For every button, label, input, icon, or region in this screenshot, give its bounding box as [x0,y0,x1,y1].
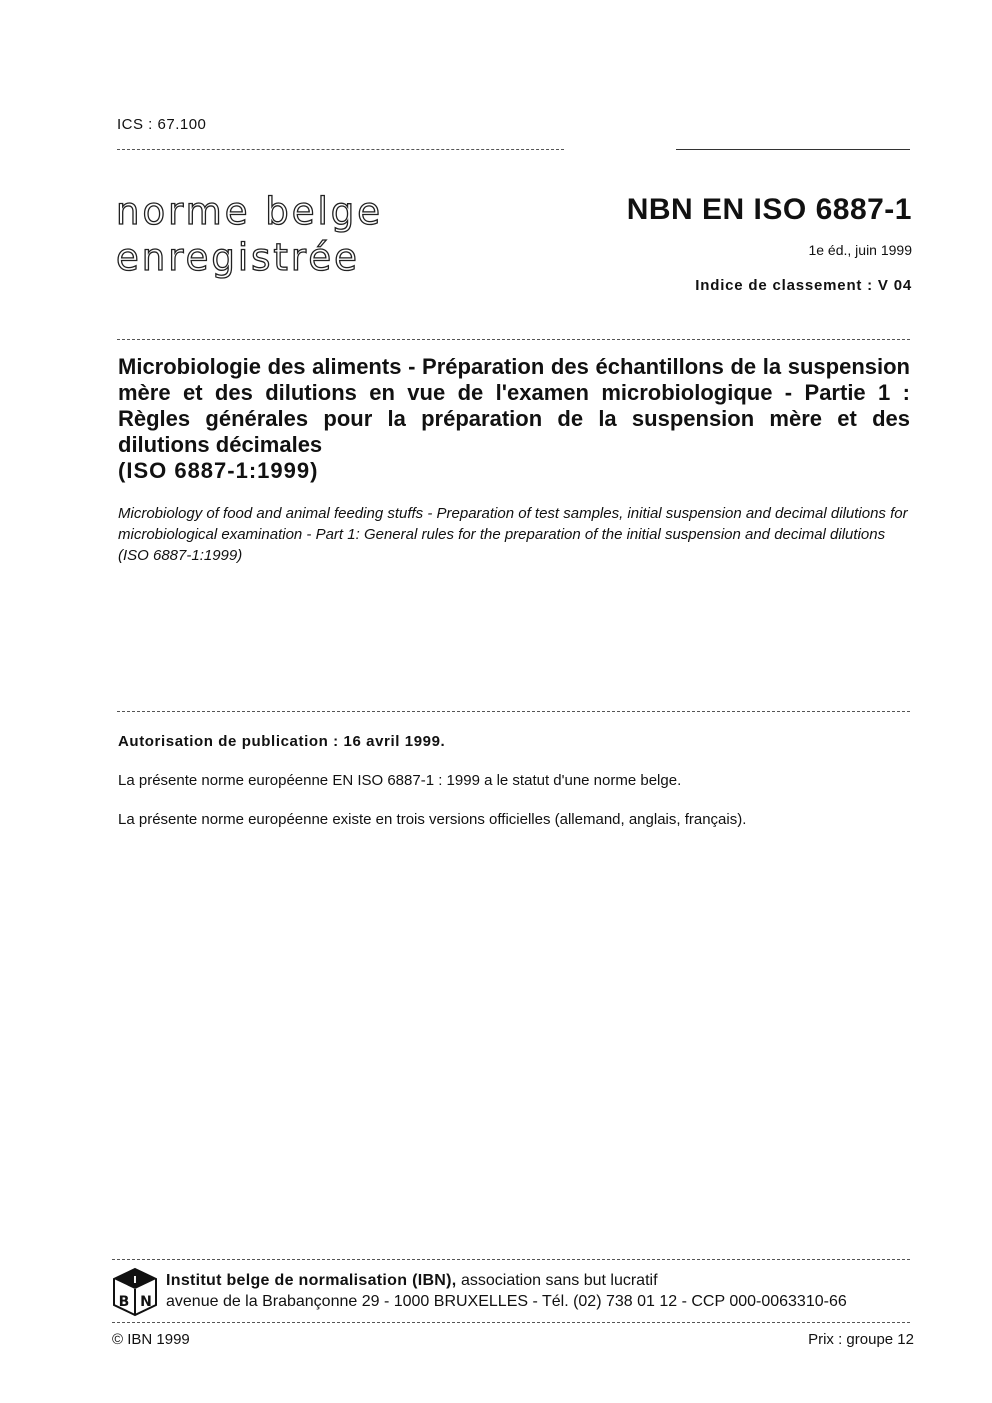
enregistree-heading: enregistrée [116,236,360,279]
institute-address: avenue de la Brabançonne 29 - 1000 BRUXELLES - Tél. (02) 738 01 12 - CCP 000-0063310-66 [166,1293,847,1310]
logo-letter-i: I [133,1275,137,1286]
logo-letter-n: N [140,1294,152,1310]
footer-rule-bottom [112,1322,910,1323]
institute-name: Institut belge de normalisation (IBN), [166,1272,457,1289]
publication-rule [117,711,910,712]
document-title-french: Microbiologie des aliments - Préparation des échantillons de la suspension mère et des dilutions en vue de l'examen microbiologique - Partie 1 : Règles générales pour la préparation de la suspension mère et des dilutions décimales [118,354,910,457]
header-rule-right [676,149,910,150]
institute-description: association sans but lucratif [456,1272,658,1289]
edition-date: 1e éd., juin 1999 [808,242,912,258]
publication-authorization [118,733,445,750]
copyright: © IBN 1999 [112,1331,190,1348]
document-title-english: Microbiology of food and animal feeding stuffs - Preparation of test samples, initial suspension and decimal dilutions for microbiological examination - Part 1: General rules for the preparation of the initial suspension and decimal dilutions (ISO 6887-1:1999) [118,505,908,564]
norme-belge-heading: norme belge [116,190,383,233]
document-title-iso-ref: (ISO 6887-1:1999) [118,458,319,483]
price-group: Prix : groupe 12 [808,1331,914,1348]
footer-rule-top [112,1259,910,1260]
ibn-logo-icon [111,1267,159,1317]
publication-date: 16 avril 1999. [343,733,446,750]
logo-letter-b: B [118,1294,130,1310]
versions-paragraph: La présente norme européenne existe en trois versions officielles (allemand, anglais, français). [118,811,747,828]
standard-number: NBN EN ISO 6887-1 [626,193,912,226]
title-rule [117,339,910,340]
publication-label: Autorisation de publication : [118,733,344,750]
classification-index: Indice de classement : V 04 [695,277,912,294]
institute-line [166,1272,658,1290]
status-paragraph: La présente norme européenne EN ISO 6887-1 : 1999 a le statut d'une norme belge. [118,772,682,789]
ics-code: ICS : 67.100 [117,116,207,133]
header-rule-left [117,149,564,150]
